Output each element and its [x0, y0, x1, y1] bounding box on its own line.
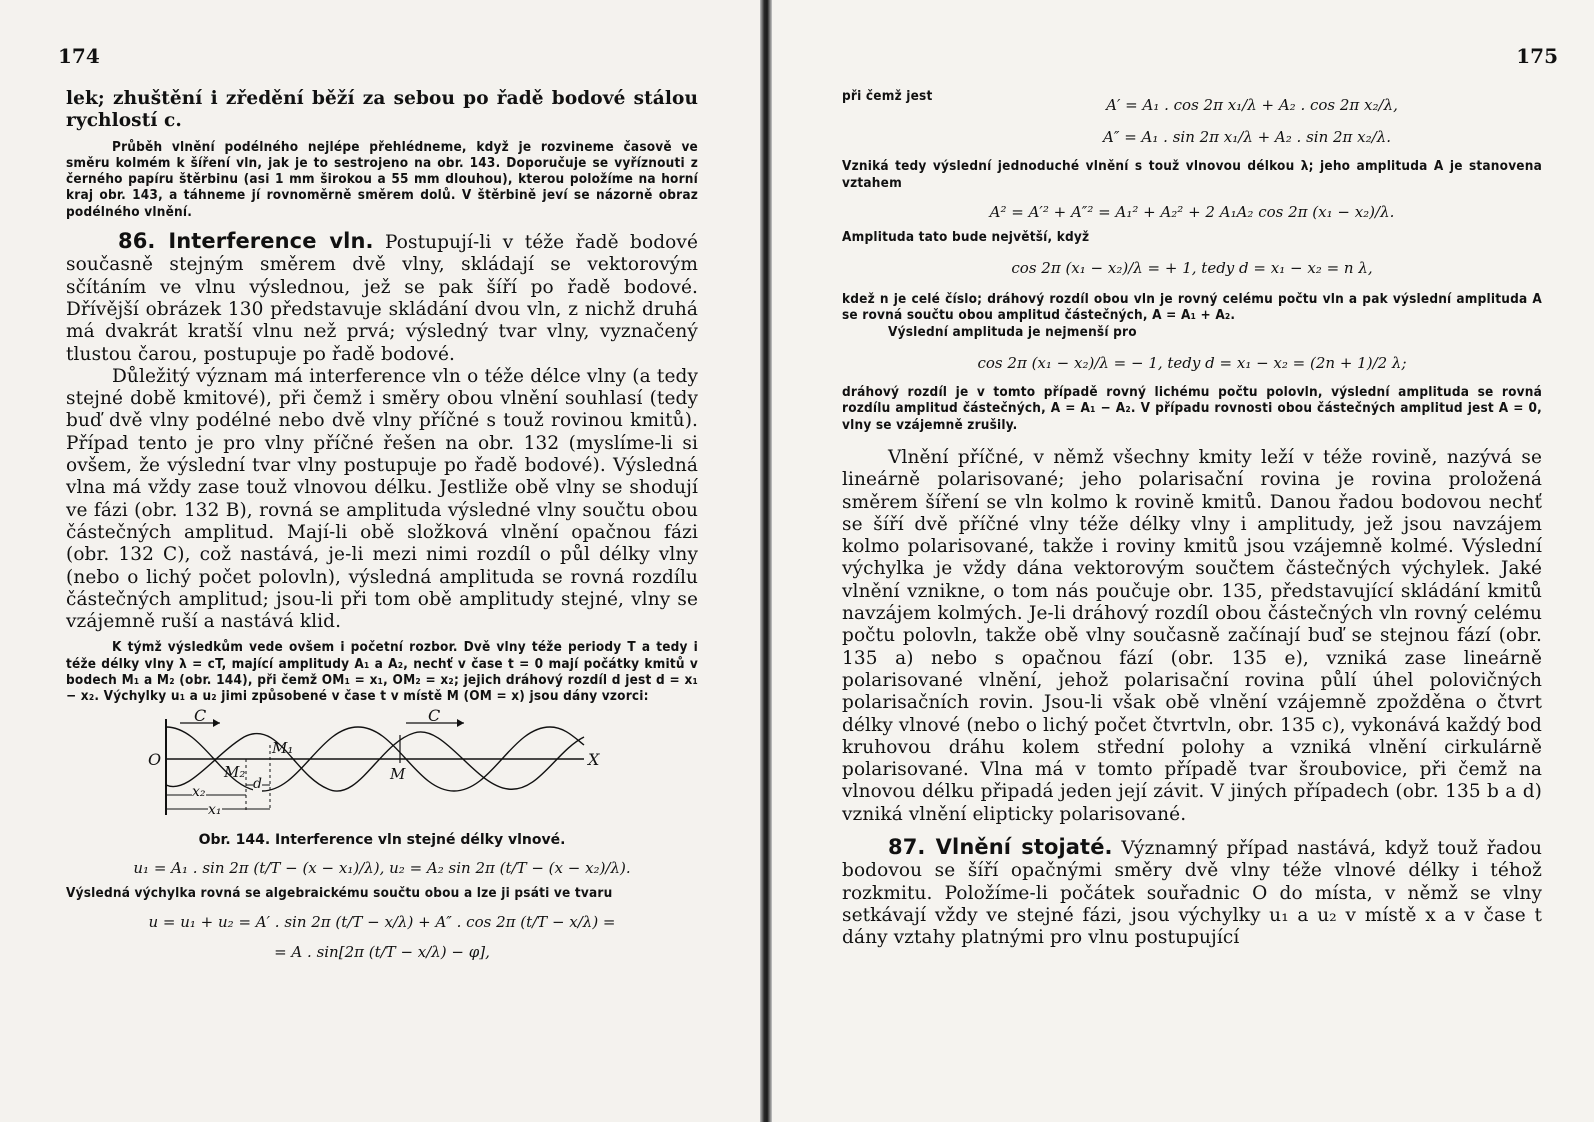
equation-sum-1: u = u₁ + u₂ = A′ . sin 2π (t/T − x/λ) + A″ . cos 2π (t/T − x/λ) =	[148, 912, 616, 931]
section-heading: 86. Interference vln.	[118, 229, 374, 254]
lead-text: při čemž jest	[842, 88, 933, 104]
small-paragraph: Průběh vlnění podélného nejlépe přehlédneme, když je rozvineme časově ve směru kolmém k šíření vln, jak je to sestrojeno na obr. 143. Doporučuje se vyříznouti z černého papíru štěrbinu (asi 1 mm širokou a 55 mm dlouhou), kterou položíme na horní kraj obr. 143, a táhneme jí rovnoměrně směrem dolů. V štěrbině jeví se názorně obraz podélného vlnění.	[66, 138, 698, 220]
right-text-column	[842, 88, 1542, 950]
section-heading: 87. Vlnění stojaté.	[888, 835, 1113, 860]
equation-amplitude: A² = A′² + A″² = A₁² + A₂² + 2 A₁A₂ cos 2π (x₁ − x₂)/λ.	[989, 202, 1395, 221]
small-paragraph: Výsledná výchylka rovná se algebraickému součtu obou a lze ji psáti ve tvaru	[66, 884, 613, 901]
label-c-left: C	[194, 705, 207, 725]
label-c-right: C	[428, 705, 441, 725]
equation-max: cos 2π (x₁ − x₂)/λ = + 1, tedy d = x₁ − x₂ = n λ,	[1011, 259, 1373, 278]
left-text-column	[66, 88, 698, 967]
small-paragraph: kdež n je celé číslo; dráhový rozdíl obou vln je rovný celému počtu vln a pak výslední amplituda A se rovná součtu obou amplitud částečných, A = A₁ + A₂.	[842, 291, 1542, 324]
small-paragraph: Vzniká tedy výslední jednoduché vlnění s touž vlnovou délkou λ; jeho amplituda A je stanovena vztahem	[842, 158, 1542, 191]
page-number: 174	[58, 44, 100, 68]
equation-sum-2: = A . sin[2π (t/T − x/λ) − φ],	[274, 942, 490, 961]
equation-a-prime: A′ = A₁ . cos 2π x₁/λ + A₂ . cos 2π x₂/λ,	[1106, 96, 1398, 115]
label-o: O	[148, 749, 162, 769]
figure-caption: Obr. 144. Interference vln stejné délky vlnové.	[198, 831, 566, 848]
equation-a-double-prime: A″ = A₁ . sin 2π x₁/λ + A₂ . sin 2π x₂/λ.	[1103, 128, 1391, 147]
label-m2: M₂	[224, 762, 246, 781]
paragraph-text: Významný případ nastává, když touž řadou bodovou se šíří opačnými směry dvě vlny téže vlnové délky i téhož rozkmitu. Položíme-li počátek souřadnic O do místa, v němž se vlny setkávají vždy ve stejné fázi, jsou výchylky u₁ a u₂ v místě x a v čase t dány vztahy platnými pro vlnu postupující	[842, 838, 1542, 949]
label-x1: x₁	[208, 799, 222, 821]
small-paragraph: K týmž výsledkům vede ovšem i početní rozbor. Dvě vlny téže periody T a tedy i téže délky vlny λ = cT, mající amplitudy A₁ a A₂, nechť v čase t = 0 mají počátky kmitů v bodech M₁ a M₂ (obr. 144), při čemž OM₁ = x₁, OM₂ = x₂; jejich dráhový rozdíl d jest d = x₁ − x₂. Výchylky u₁ a u₂ jimi způsobené v čase t v místě M (OM = x) jsou dány vzorci:	[66, 639, 698, 705]
equation-u: u₁ = A₁ . sin 2π (t/T − (x − x₁)/λ), u₂ = A₂ sin 2π (t/T − (x − x₂)/λ).	[133, 858, 631, 877]
book-gutter	[760, 0, 772, 1122]
small-paragraph: Výslední amplituda je nejmenší pro	[888, 323, 1137, 340]
label-m1: M₁	[272, 738, 294, 757]
paragraph: lek; zhuštění i zředění běží za sebou po řadě bodové stálou rychlostí c.	[66, 88, 698, 132]
label-m: M	[390, 764, 406, 783]
small-paragraph: dráhový rozdíl je v tomto případě rovný lichému počtu polovln, výslední amplituda se rovná rozdílu amplitud částečných, A = A₁ − A₂. V případu rovnosti obou částečných amplitud jest A = 0, vlny se vzájemně zrušily.	[842, 384, 1542, 433]
paragraph-text: Postupují-li v téže řadě bodové současně stejným směrem dvě vlny, skládají se vektorovým sčítáním ve vlnu výslednou, jež se pak šíří po řadě bodové. Dřívější obrázek 130 představuje skládání dvou vln, z nichž druhá má dvakrát kratší vlnu než prvá; výsledný tvar vlny, vyznačený tlustou čarou, postupuje po řadě bodové.	[66, 232, 699, 365]
paragraph: Vlnění příčné, v němž všechny kmity leží v téže rovině, nazývá se lineárně polarisované; jeho polarisační rovina je rovina proložená směrem šíření se vln kolmo k rovině kmitů. Danou řadou bodovou nechť se šíří dvě příčné vlny téže délky vlny i amplitudy, jež jsou navzájem kolmo polarisované, takže i roviny kmitů jsou vzájemně kolmé. Výslední výchylka je vždy dána vektorovým součtem částečných výchylek. Jaké vlnění vznikne, o tom nás poučuje obr. 135, představující skládání kmitů navzájem kolmých. Je-li dráhový rozdíl obou částečných vln rovný celému počtu polovln, takže obě vlny současně začínají buď se stejnou fází (obr. 135 a) nebo s opačnou fází (obr. 135 e), vzniká zase lineárně polarisované vlnění, jehož polarisační rovina půlí úhel polovičných polarisačních rovin. Jsou-li však obě vlnění vzájemně zpožděna o čtvrt délky vlnové (nebo o lichý počet čtvrtvln, obr. 135 c), vykonává každý bod kruhovou dráhu kolem střední polohy a vzniká vlnění cirkulárně polarisované. Vlna má v tomto případě tvar šroubovice, při čemž na vlnovou délku připadá jeden její závit. V jiných případech (obr. 135 b a d) vzniká vlnění elipticky polarisované.	[842, 446, 1542, 825]
label-x2: x₂	[192, 781, 206, 803]
paragraph: Důležitý význam má interference vln o téže délce vlny (a tedy stejné době kmitové), při čemž i směry obou vlnění souhlasí (tedy buď dvě vlny podélné nebo dvě vlny příčné s touž rovinou kmitů). Případ tento je pro vlny příčné řešen na obr. 132 (myslíme-li si ovšem, že výslední tvar vlny postupuje po řadě bodové). Výsledná vlna má vždy zase touž vlnovou délku. Jestliže obě vlny se shodují ve fázi (obr. 132 B), rovná se amplituda výsledné vlny součtu obou částečných amplitud. Mají-li obě složková vlnění opačnou fázi (obr. 132 C), což nastává, je-li mezi nimi rozdíl o půl délky vlny (nebo o lichý počet polovln), výsledná amplituda se rovná rozdílu částečných amplitud; jsou-li při tom obě amplitudy stejné, vlny se vzájemně ruší a nastává klid.	[66, 365, 698, 633]
label-d: d	[253, 773, 262, 795]
figure-144	[144, 705, 614, 825]
left-page	[0, 0, 760, 1122]
equation-min: cos 2π (x₁ − x₂)/λ = − 1, tedy d = x₁ − x₂ = (2n + 1)/2 λ;	[977, 354, 1407, 373]
section-86	[66, 230, 698, 366]
page-number: 175	[1516, 44, 1558, 68]
section-87	[842, 836, 1542, 949]
right-page	[772, 0, 1594, 1122]
small-paragraph: Amplituda tato bude největší, když	[842, 228, 1090, 245]
label-x: X	[588, 749, 600, 769]
